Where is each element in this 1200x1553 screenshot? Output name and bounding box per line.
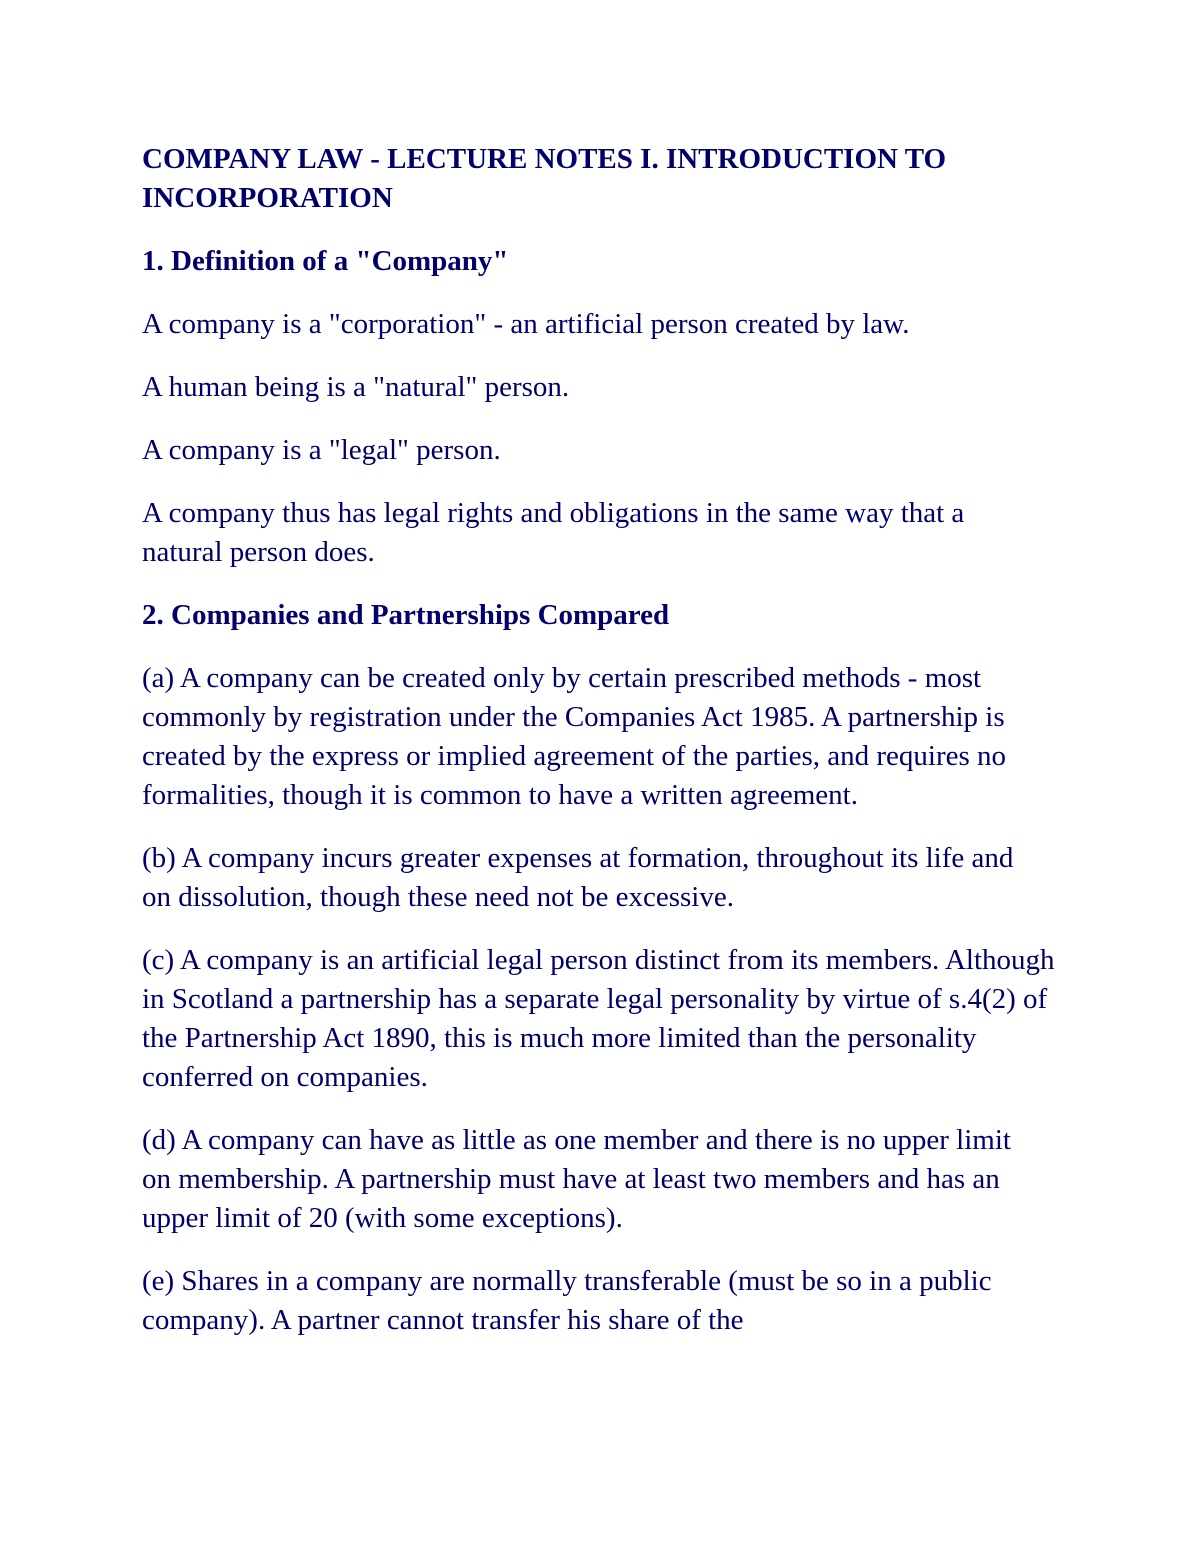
paragraph: A company thus has legal rights and obligations in the same way that a natural person does. xyxy=(142,497,965,568)
paragraph: (e) Shares in a company are normally transferable (must be so in a public company). A partner cannot transfer his share of the xyxy=(142,1265,992,1336)
paragraph: (a) A company can be created only by certain prescribed methods - most commonly by registration under the Companies Act 1985. A partnership is created by the express or implied agreement of the parties, and requires no formalities, though it is common to have a written agreement. xyxy=(142,662,1007,811)
document-title: COMPANY LAW - LECTURE NOTES I. INTRODUCTION TO INCORPORATION xyxy=(142,143,947,214)
paragraph: (b) A company incurs greater expenses at formation, throughout its life and on dissolution, though these need not be excessive. xyxy=(142,842,1014,913)
section-heading-definition: 1. Definition of a "Company" xyxy=(142,245,509,277)
paragraph: A company is a "legal" person. xyxy=(142,434,501,466)
paragraph: A human being is a "natural" person. xyxy=(142,371,570,403)
document-page xyxy=(142,140,1082,1364)
paragraph: A company is a "corporation" - an artificial person created by law. xyxy=(142,308,910,340)
section-heading-comparison: 2. Companies and Partnerships Compared xyxy=(142,599,670,631)
paragraph: (d) A company can have as little as one member and there is no upper limit on membership. A partnership must have at least two members and has an upper limit of 20 (with some exceptions). xyxy=(142,1124,1011,1234)
paragraph: (c) A company is an artificial legal person distinct from its members. Although in Scotland a partnership has a separate legal personality by virtue of s.4(2) of the Partnership Act 1890, this is much more limited than the personality conferred on companies. xyxy=(142,944,1055,1093)
